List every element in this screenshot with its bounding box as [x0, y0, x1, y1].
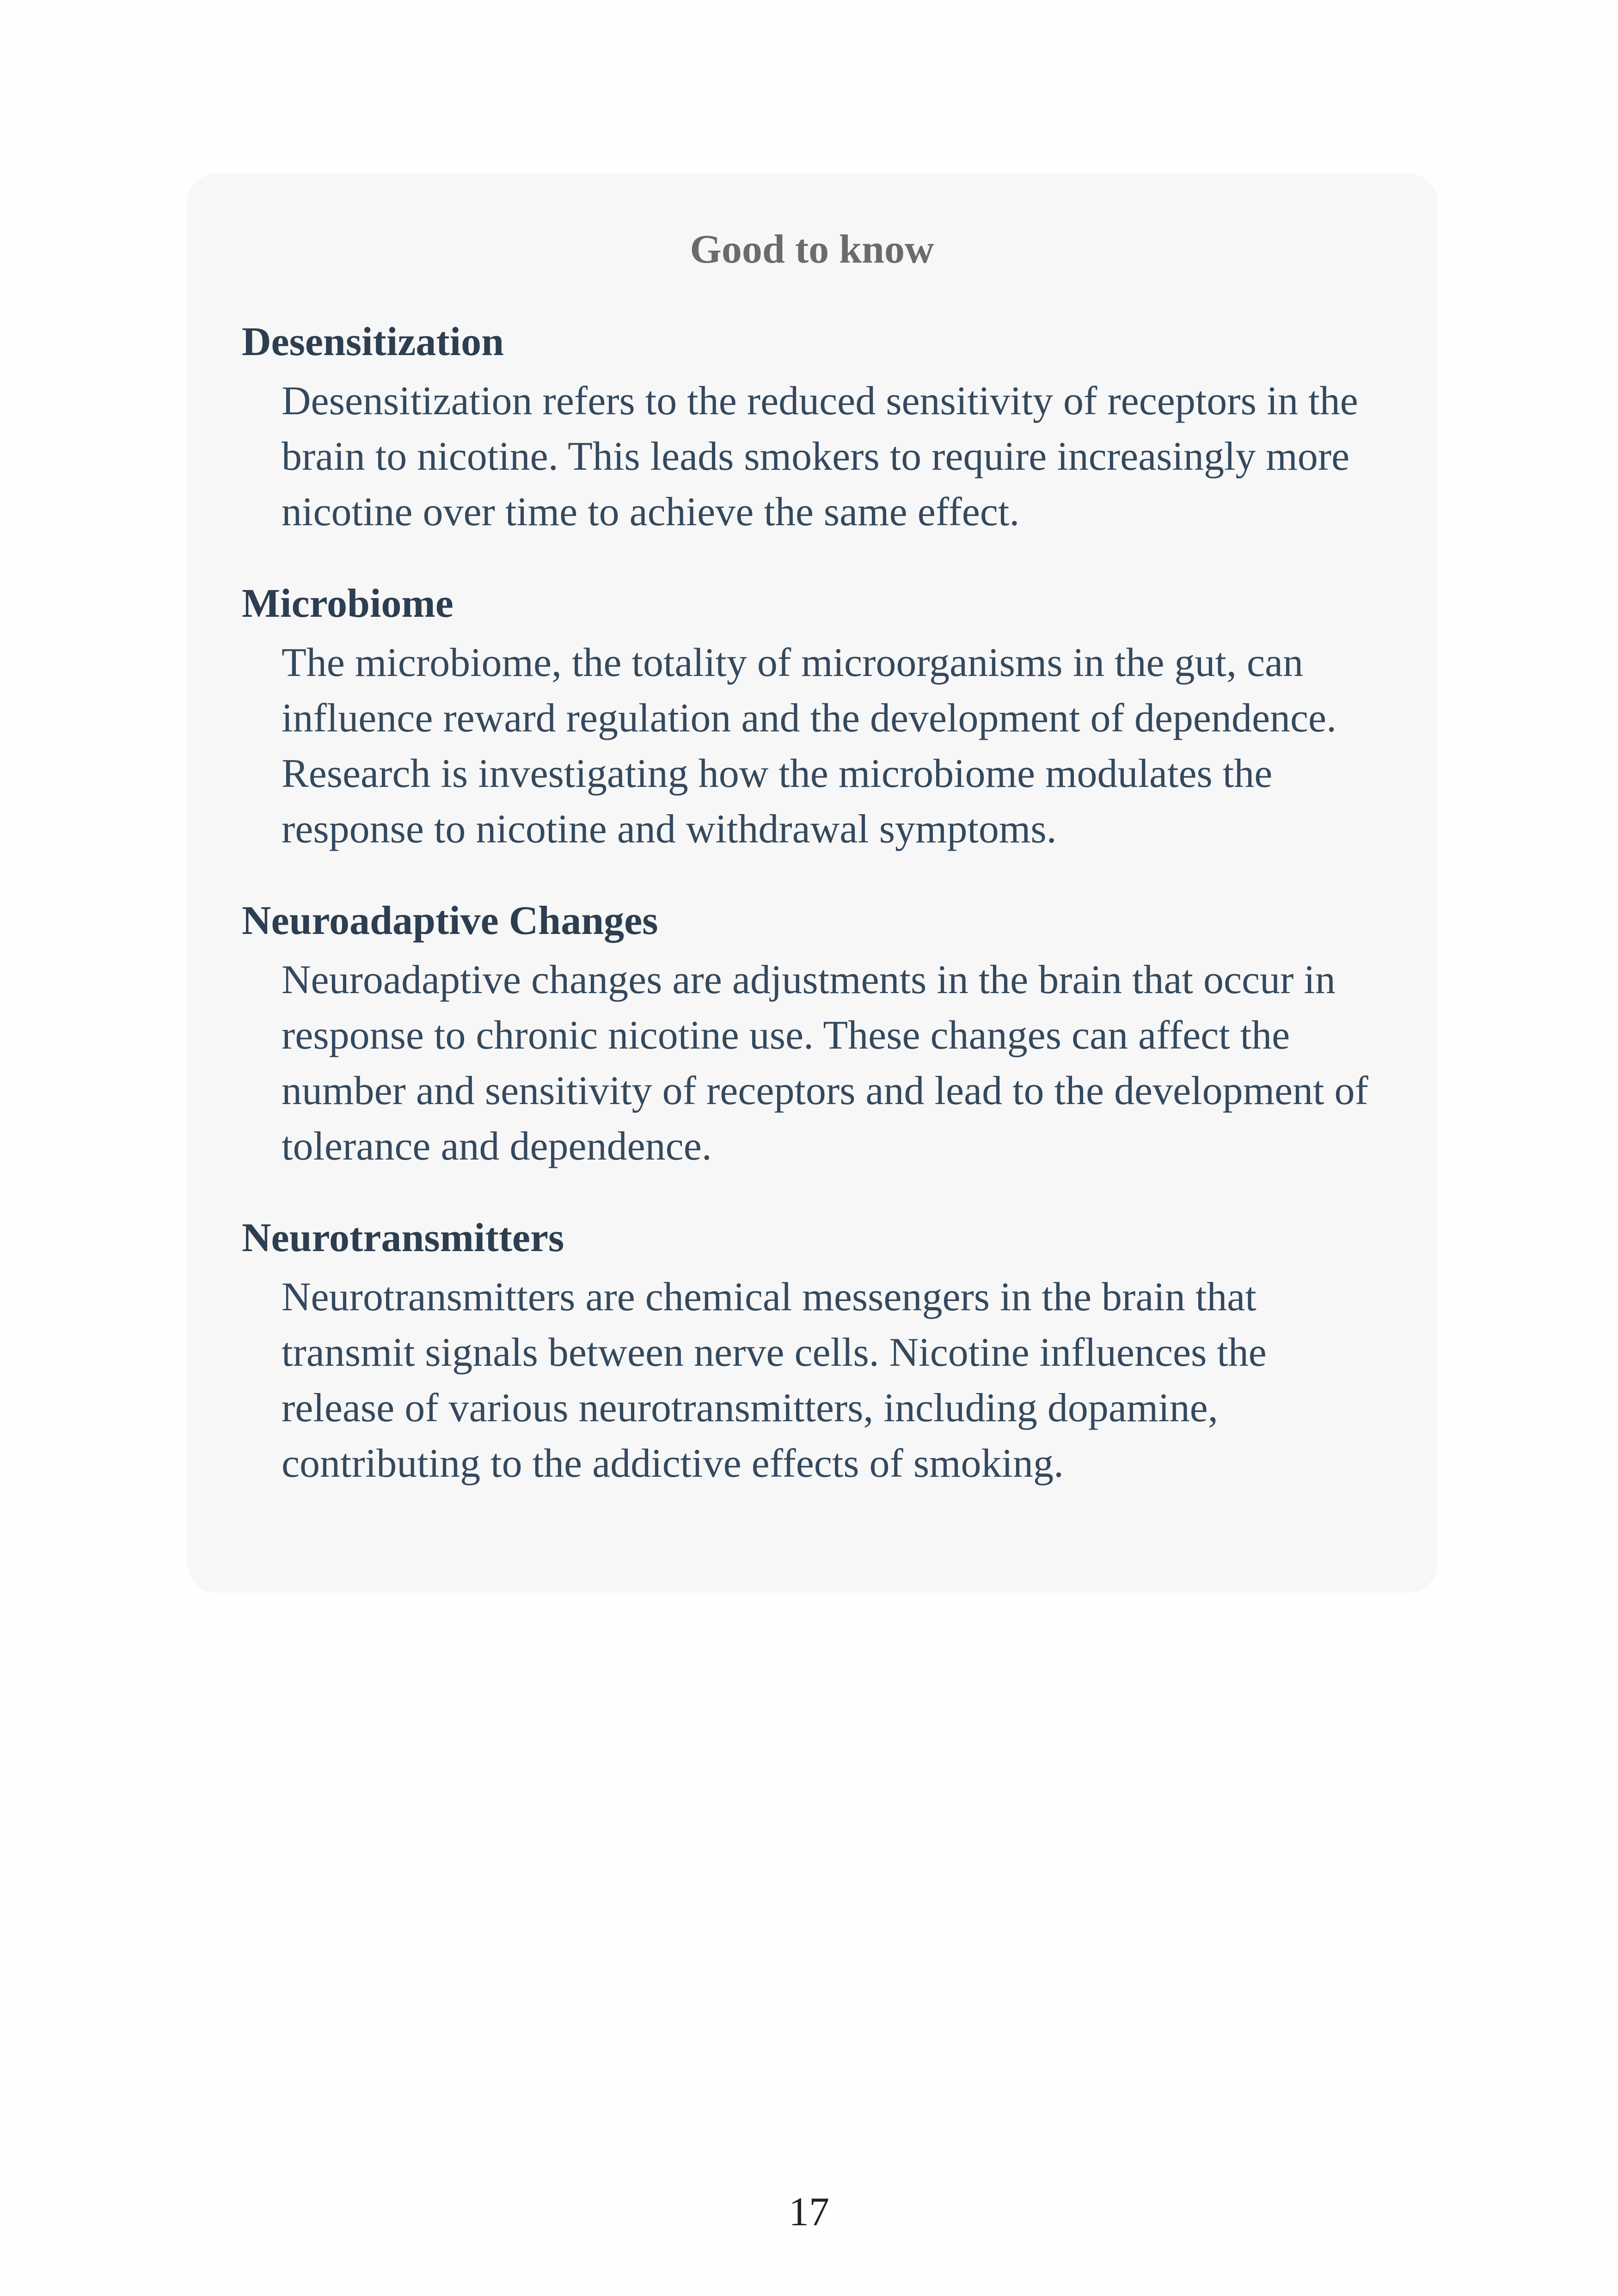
- good-to-know-box: [187, 173, 1438, 1593]
- term-definition: The microbiome, the totality of microorganisms in the gut, can influence reward regulation and the development of dependence. Research is investigating how the microbiome modulates the response to nicotine and withdrawal symptoms.: [282, 640, 1337, 852]
- box-title: Good to know: [690, 227, 934, 272]
- glossary-term: [242, 581, 1382, 857]
- glossary-term: [242, 1215, 1382, 1492]
- term-name: Desensitization: [242, 319, 504, 364]
- glossary-term: [242, 319, 1382, 540]
- term-name: Neurotransmitters: [242, 1216, 564, 1260]
- page-number: 17: [789, 2190, 829, 2235]
- term-definition: Neurotransmitters are chemical messengers in the brain that transmit signals between nerve cells. Nicotine influences the release of various neurotransmitters, including dopamine, contributing to the addictive effects of smoking.: [282, 1275, 1267, 1486]
- term-definition: Neuroadaptive changes are adjustments in the brain that occur in response to chronic nicotine use. These changes can affect the number and sensitivity of receptors and lead to the development of tolerance and dependence.: [282, 958, 1368, 1169]
- term-name: Neuroadaptive Changes: [242, 898, 658, 943]
- term-definition: Desensitization refers to the reduced sensitivity of receptors in the brain to nicotine. This leads smokers to require increasingly more nicotine over time to achieve the same effect.: [282, 379, 1358, 534]
- term-name: Microbiome: [242, 581, 454, 626]
- glossary-term: [242, 898, 1382, 1174]
